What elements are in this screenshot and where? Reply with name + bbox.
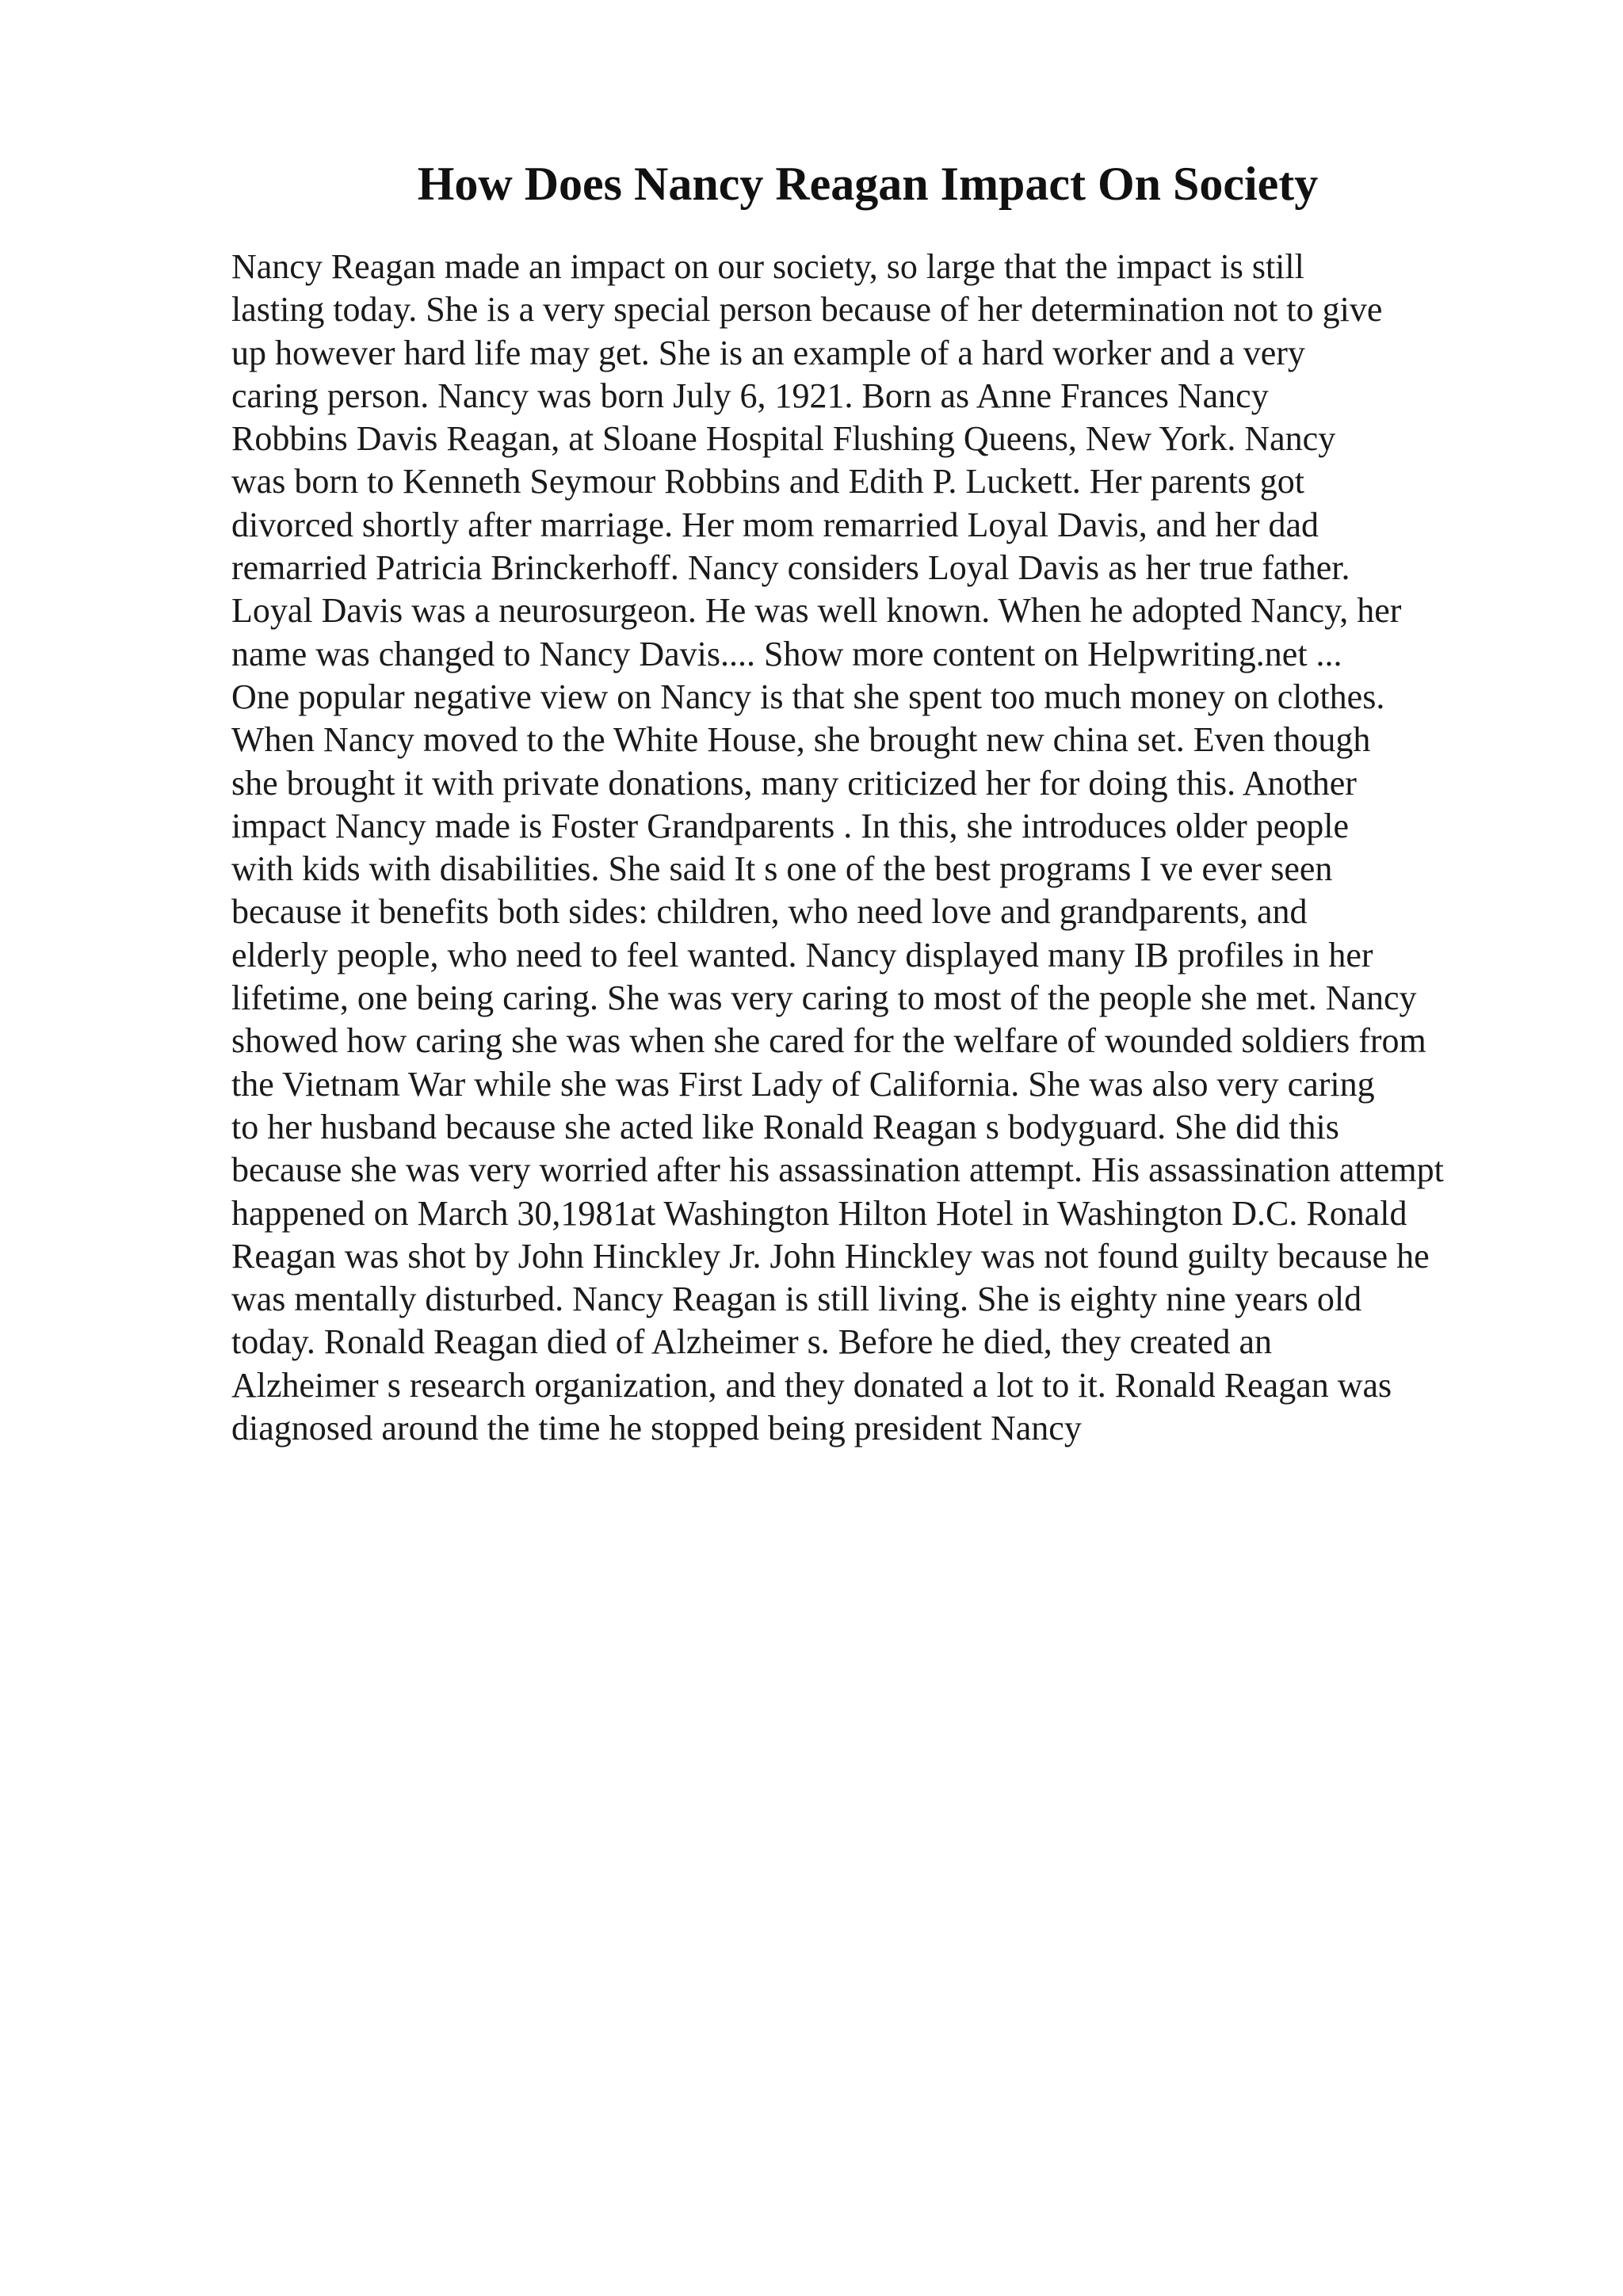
- body-line: divorced shortly after marriage. Her mom remarried Loyal Davis, and her dad: [231, 505, 1319, 544]
- body-line: was mentally disturbed. Nancy Reagan is still living. She is eighty nine years old: [231, 1280, 1362, 1319]
- document-body: [231, 246, 1610, 1450]
- body-line: because it benefits both sides: children, who need love and grandparents, and: [231, 892, 1308, 932]
- body-line: name was changed to Nancy Davis.... Show more content on Helpwriting.net ...: [231, 634, 1342, 673]
- body-line: lasting today. She is a very special person because of her determination not to give: [231, 290, 1383, 330]
- body-line: One popular negative view on Nancy is that she spent too much money on clothes.: [231, 677, 1385, 716]
- body-line: up however hard life may get. She is an example of a hard worker and a very: [231, 333, 1305, 372]
- body-line: elderly people, who need to feel wanted. Nancy displayed many IB profiles in her: [231, 935, 1373, 974]
- document-title: How Does Nancy Reagan Impact On Society: [417, 158, 1319, 210]
- body-line: she brought it with private donations, many criticized her for doing this. Another: [231, 763, 1357, 803]
- body-line: Nancy Reagan made an impact on our society, so large that the impact is still: [231, 247, 1304, 286]
- body-line: today. Ronald Reagan died of Alzheimer s. Before he died, they created an: [231, 1322, 1272, 1362]
- body-line: When Nancy moved to the White House, she brought new china set. Even though: [231, 720, 1371, 760]
- body-line: the Vietnam War while she was First Lady of California. She was also very caring: [231, 1064, 1375, 1104]
- body-line: impact Nancy made is Foster Grandparents . In this, she introduces older people: [231, 806, 1350, 845]
- body-line: Robbins Davis Reagan, at Sloane Hospital Flushing Queens, New York. Nancy: [231, 419, 1336, 459]
- body-line: remarried Patricia Brinckerhoff. Nancy considers Loyal Davis as her true father.: [231, 548, 1350, 588]
- body-line: with kids with disabilities. She said It s one of the best programs I ve ever seen: [231, 849, 1333, 889]
- body-line: caring person. Nancy was born July 6, 1921. Born as Anne Frances Nancy: [231, 376, 1269, 415]
- body-line: showed how caring she was when she cared for the welfare of wounded soldiers from: [231, 1021, 1426, 1061]
- body-line: Reagan was shot by John Hinckley Jr. John Hinckley was not found guilty because he: [231, 1236, 1430, 1276]
- body-line: lifetime, one being caring. She was very caring to most of the people she met. Nancy: [231, 978, 1417, 1018]
- body-line: Alzheimer s research organization, and they donated a lot to it. Ronald Reagan was: [231, 1365, 1392, 1405]
- body-line: Loyal Davis was a neurosurgeon. He was well known. When he adopted Nancy, her: [231, 591, 1402, 631]
- body-line: because she was very worried after his assassination attempt. His assassination attempt: [231, 1150, 1444, 1190]
- body-line: happened on March 30,1981at Washington Hilton Hotel in Washington D.C. Ronald: [231, 1193, 1407, 1233]
- body-line: diagnosed around the time he stopped being president Nancy: [231, 1409, 1082, 1448]
- body-line: was born to Kenneth Seymour Robbins and Edith P. Luckett. Her parents got: [231, 462, 1305, 502]
- body-line: to her husband because she acted like Ronald Reagan s bodyguard. She did this: [231, 1107, 1339, 1146]
